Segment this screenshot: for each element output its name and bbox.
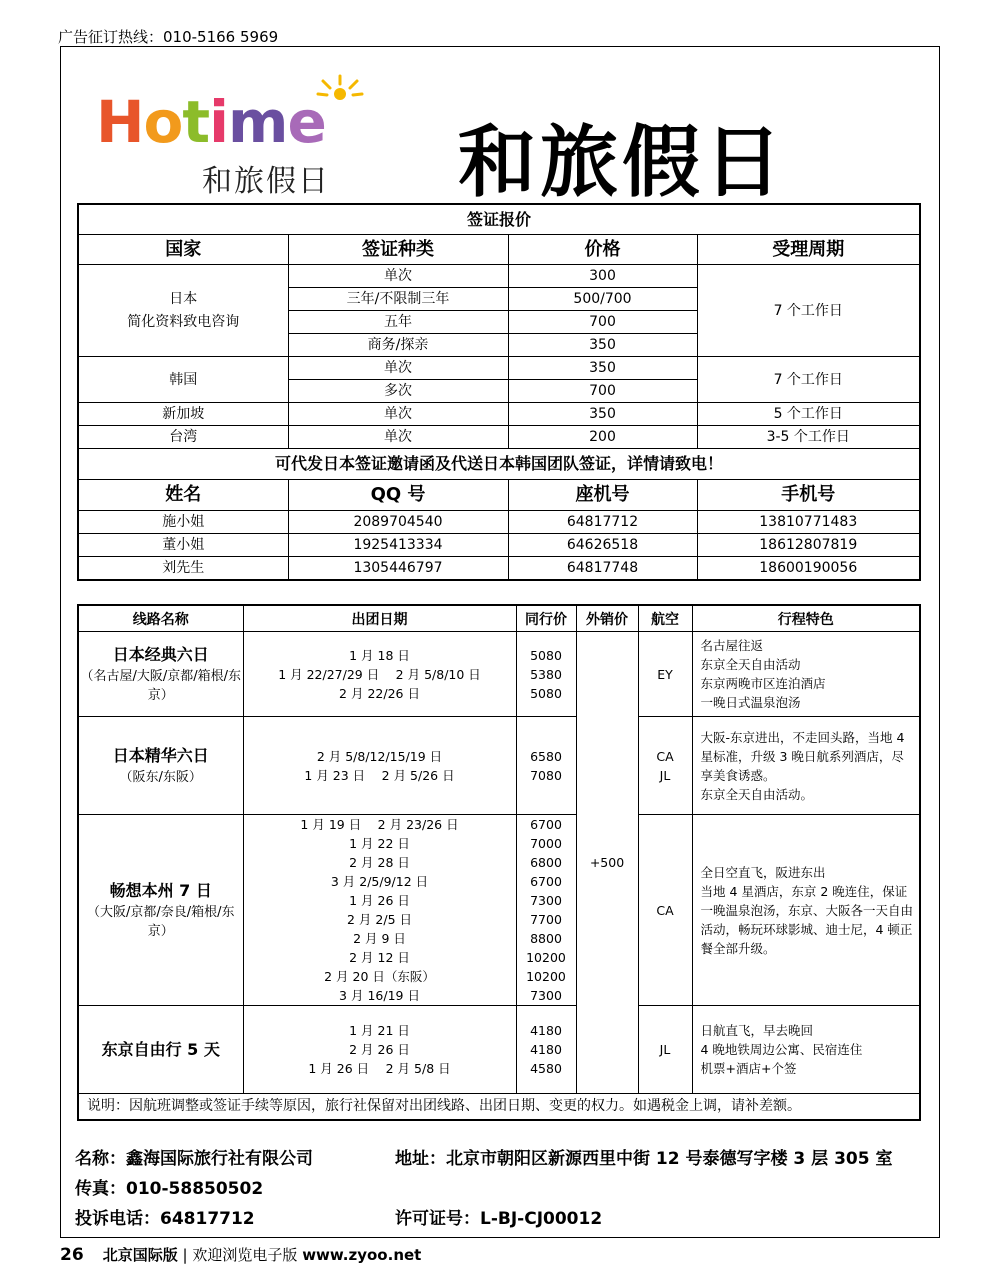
route-subtitle: （名古屋/大阪/京都/箱根/东京） xyxy=(80,669,242,703)
departure-date: 2 月 12 日 xyxy=(349,950,410,965)
edition-label: 北京国际版 xyxy=(102,1246,178,1264)
route-cell xyxy=(78,717,243,815)
footer-separator: | xyxy=(182,1246,188,1264)
airline-cell: JL xyxy=(638,1006,692,1094)
trade-price: 4180 xyxy=(530,1042,562,1057)
trade-price: 5080 xyxy=(530,647,562,663)
departure-date: 1 月 26 日 xyxy=(349,893,410,908)
page-footer xyxy=(60,1244,421,1265)
features-cell xyxy=(692,717,920,815)
country-singapore: 新加坡 xyxy=(78,403,288,426)
features-cell xyxy=(692,815,920,1006)
route-cell xyxy=(78,815,243,1006)
welcome-text: 欢迎浏览电子版 xyxy=(192,1246,298,1264)
country-japan-note: 简化资料致电咨询 xyxy=(127,313,240,330)
col-header-dates: 出团日期 xyxy=(243,605,516,632)
departure-date: 3 月 2/5/9/12 日 xyxy=(330,874,429,889)
country-korea: 韩国 xyxy=(78,357,288,403)
contact-mobile: 18612807819 xyxy=(697,534,920,557)
visa-type: 单次 xyxy=(288,265,508,288)
col-header-period: 受理周期 xyxy=(697,235,920,265)
route-subtitle: （大阪/京都/奈良/箱根/东京） xyxy=(86,905,235,939)
visa-price-table xyxy=(77,203,921,581)
contact-landline: 64817712 xyxy=(508,511,697,534)
trade-price: 7700 xyxy=(530,912,562,927)
col-header-qq: QQ 号 xyxy=(288,480,508,511)
visa-type: 单次 xyxy=(288,426,508,449)
trade-price: 6700 xyxy=(530,817,562,832)
feature-line: 4 晚地铁周边公寓、民宿连住 xyxy=(700,1042,863,1057)
col-header-name: 姓名 xyxy=(78,480,288,511)
departure-date: 2 月 22/26 日 xyxy=(339,685,420,701)
visa-price: 500/700 xyxy=(508,288,697,311)
trade-price: 6580 xyxy=(530,748,562,764)
departure-date: 1 月 22 日 xyxy=(349,836,410,851)
country-taiwan: 台湾 xyxy=(78,426,288,449)
tour-routes-table xyxy=(77,604,921,1121)
logo-wordmark: Hotime xyxy=(96,88,326,156)
col-header-features: 行程特色 xyxy=(692,605,920,632)
license-number: 许可证号：L-BJ-CJ00012 xyxy=(395,1209,603,1229)
departure-date: 1 月 21 日 xyxy=(349,1023,410,1038)
japan-period: 7 个工作日 xyxy=(697,265,920,357)
contact-row xyxy=(78,511,920,534)
visa-type: 商务/探亲 xyxy=(288,334,508,357)
contact-name: 施小姐 xyxy=(78,511,288,534)
visa-price: 300 xyxy=(508,265,697,288)
departure-date: 2 月 26 日 xyxy=(349,1042,410,1057)
tour-row xyxy=(78,1006,920,1094)
visa-price: 350 xyxy=(508,357,697,380)
trade-price: 7000 xyxy=(530,836,562,851)
col-header-airline: 航空 xyxy=(638,605,692,632)
contact-row xyxy=(78,557,920,581)
trade-price: 5080 xyxy=(530,685,562,701)
route-name: 畅想本州 7 日 xyxy=(109,881,212,900)
departure-date: 3 月 16/19 日 xyxy=(339,988,420,1003)
visa-type: 三年/不限制三年 xyxy=(288,288,508,311)
feature-line: 东京全天自由活动 xyxy=(700,657,801,672)
departure-date: 2 月 5/8/12/15/19 日 xyxy=(316,748,443,764)
company-address: 地址：北京市朝阳区新源西里中街 12 号泰德写字楼 3 层 305 室 xyxy=(395,1149,893,1169)
col-header-trade-price: 同行价 xyxy=(516,605,576,632)
dates-cell xyxy=(243,815,516,1006)
contact-name: 刘先生 xyxy=(78,557,288,581)
visa-price: 350 xyxy=(508,403,697,426)
visa-table-title: 签证报价 xyxy=(78,204,920,235)
dates-cell xyxy=(243,1006,516,1094)
feature-line: 全日空直飞，阪进东出 xyxy=(700,864,826,880)
airline-cell: CA JL xyxy=(638,717,692,815)
visa-price: 350 xyxy=(508,334,697,357)
feature-line: 大阪-东京进出，不走回头路，当地 4 星标准，升级 3 晚日航系列酒店，尽享美食诱惑。 xyxy=(700,729,905,783)
trade-price: 6700 xyxy=(530,874,562,889)
airline-cell: EY xyxy=(638,632,692,717)
departure-date: 2 月 28 日 xyxy=(349,855,410,870)
feature-line: 日航直飞，早去晚回 xyxy=(700,1023,814,1038)
departure-date: 1 月 22/27/29 日 2 月 5/8/10 日 xyxy=(278,666,481,682)
trade-price: 7300 xyxy=(530,988,562,1003)
route-name: 东京自由行 5 天 xyxy=(101,1039,220,1059)
contact-qq: 2089704540 xyxy=(288,511,508,534)
trade-price: 4180 xyxy=(530,1023,562,1038)
trade-price: 10200 xyxy=(526,950,566,965)
contact-name: 董小姐 xyxy=(78,534,288,557)
airline-cell: CA xyxy=(638,815,692,1006)
trade-price: 6800 xyxy=(530,855,562,870)
dates-cell xyxy=(243,717,516,815)
route-subtitle: （阪东/东阪） xyxy=(119,770,202,785)
page-number: 26 xyxy=(60,1245,84,1265)
contact-landline: 64626518 xyxy=(508,534,697,557)
features-cell xyxy=(692,1006,920,1094)
korea-period: 7 个工作日 xyxy=(697,357,920,403)
trade-price-cell xyxy=(516,717,576,815)
tour-row xyxy=(78,815,920,1006)
tour-row xyxy=(78,632,920,717)
route-name: 日本经典六日 xyxy=(112,645,209,664)
feature-line: 机票+酒店+个签 xyxy=(700,1061,797,1076)
col-header-route: 线路名称 xyxy=(78,605,243,632)
logo-subtitle: 和旅假日 xyxy=(202,164,330,199)
visa-note: 可代发日本签证邀请函及代送日本韩国团队签证，详情请致电！ xyxy=(78,449,920,480)
feature-line: 一晚日式温泉泡汤 xyxy=(700,695,801,710)
company-fax: 传真：010-58850502 xyxy=(75,1179,264,1199)
trade-price-cell xyxy=(516,1006,576,1094)
website-link[interactable]: www.zyoo.net xyxy=(302,1246,422,1264)
trade-price: 10200 xyxy=(526,969,566,984)
departure-date: 1 月 23 日 2 月 5/26 日 xyxy=(304,767,455,783)
departure-date: 1 月 18 日 xyxy=(349,647,410,663)
col-header-visa-type: 签证种类 xyxy=(288,235,508,265)
col-header-landline: 座机号 xyxy=(508,480,697,511)
route-cell xyxy=(78,1006,243,1094)
visa-type: 多次 xyxy=(288,380,508,403)
hotime-logo xyxy=(96,80,396,199)
contact-mobile: 18600190056 xyxy=(697,557,920,581)
trade-price: 4580 xyxy=(530,1061,562,1076)
tour-row xyxy=(78,717,920,815)
dates-cell xyxy=(243,632,516,717)
visa-price: 700 xyxy=(508,380,697,403)
ad-hotline: 广告征订热线：010-5166 5969 xyxy=(58,28,279,46)
feature-line: 东京两晚市区连泊酒店 xyxy=(700,676,826,691)
complaint-phone: 投诉电话：64817712 xyxy=(75,1209,255,1229)
col-header-country: 国家 xyxy=(78,235,288,265)
feature-line: 名古屋往返 xyxy=(700,638,764,653)
visa-type: 五年 xyxy=(288,311,508,334)
trade-price-cell xyxy=(516,815,576,1006)
company-name: 名称：鑫海国际旅行社有限公司 xyxy=(75,1149,313,1169)
visa-type: 单次 xyxy=(288,357,508,380)
contact-landline: 64817748 xyxy=(508,557,697,581)
visa-price: 200 xyxy=(508,426,697,449)
departure-date: 1 月 19 日 2 月 23/26 日 xyxy=(300,817,459,832)
departure-date: 1 月 26 日 2 月 5/8 日 xyxy=(308,1061,451,1076)
trade-price: 7080 xyxy=(530,767,562,783)
col-header-price: 价格 xyxy=(508,235,697,265)
departure-date: 2 月 20 日（东阪） xyxy=(324,969,435,984)
col-header-retail-price: 外销价 xyxy=(576,605,638,632)
col-header-mobile: 手机号 xyxy=(697,480,920,511)
trade-price: 7300 xyxy=(530,893,562,908)
visa-type: 单次 xyxy=(288,403,508,426)
brand-title: 和旅假日 xyxy=(458,117,787,208)
feature-line: 东京全天自由活动。 xyxy=(700,786,814,802)
contact-qq: 1305446797 xyxy=(288,557,508,581)
trade-price: 5380 xyxy=(530,666,562,682)
trade-price: 8800 xyxy=(530,931,562,946)
singapore-period: 5 个工作日 xyxy=(697,403,920,426)
country-japan xyxy=(78,265,288,357)
visa-price: 700 xyxy=(508,311,697,334)
country-japan-name: 日本 xyxy=(169,290,198,307)
features-cell xyxy=(692,632,920,717)
contact-qq: 1925413334 xyxy=(288,534,508,557)
taiwan-period: 3-5 个工作日 xyxy=(697,426,920,449)
route-name: 日本精华六日 xyxy=(112,746,209,765)
trade-price-cell xyxy=(516,632,576,717)
retail-markup: +500 xyxy=(576,632,638,1094)
route-cell xyxy=(78,632,243,717)
contact-mobile: 13810771483 xyxy=(697,511,920,534)
feature-line: 当地 4 星酒店，东京 2 晚连住，保证一晚温泉泡汤，东京、大阪各一天自由活动，畅玩环球影城、迪士尼，4 顿正餐全部升级。 xyxy=(700,883,914,956)
departure-date: 2 月 2/5 日 xyxy=(347,912,412,927)
contact-row xyxy=(78,534,920,557)
tour-footnote: 说明：因航班调整或签证手续等原因，旅行社保留对出团线路、出团日期、变更的权力。如遇税金上调，请补差额。 xyxy=(78,1094,920,1121)
departure-date: 2 月 9 日 xyxy=(353,931,406,946)
